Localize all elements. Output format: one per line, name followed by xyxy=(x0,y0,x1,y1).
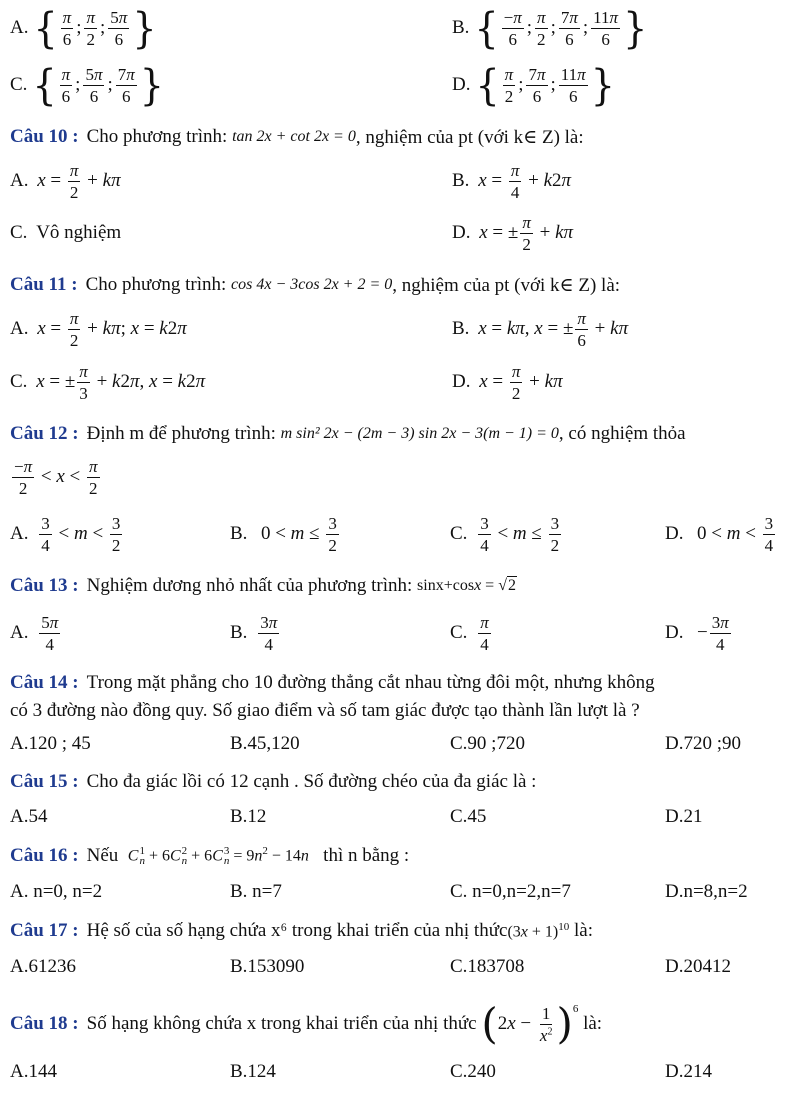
q9-options-row-2 xyxy=(0,60,800,110)
q13-stem: Câu 13 : Nghiệm dương nhỏ nhất của phương trình: sinx+cosx = √2 xyxy=(10,575,516,596)
question-number: Câu 12 : xyxy=(10,423,79,444)
q10-options-row-1 xyxy=(0,158,800,204)
q18-options-row xyxy=(0,1052,800,1092)
q14-option-b[interactable]: B.45,120 xyxy=(230,733,300,754)
q12-options-row xyxy=(0,510,800,558)
q9-option-c[interactable]: C. { $\frac{\pi}{6}$ ; $\frac{5\pi}{6}$ ; $\frac{7\pi}{6}$ } xyxy=(10,60,164,110)
q18-stem: Câu 18 : Số hạng không chứa x trong khai triển của nhị thức ( 2 x − $\frac{1}{x^2}$ ) 6 là: xyxy=(10,999,603,1048)
q16-option-c[interactable]: C. n=0,n=2,n=7 xyxy=(450,881,571,902)
q10-option-c[interactable]: C. Vô nghiệm xyxy=(10,222,122,243)
q17-binomial: $(3x + 1)^{10}$ xyxy=(507,920,570,941)
q15-option-b[interactable]: B.12 xyxy=(230,806,267,827)
question-number: Câu 13 : xyxy=(10,575,79,596)
question-number: Câu 18 : xyxy=(10,1013,79,1034)
question-number: Câu 10 : xyxy=(10,126,79,147)
q14-option-a[interactable]: A.120 ; 45 xyxy=(10,733,91,754)
q17-option-b[interactable]: B.153090 xyxy=(230,956,305,977)
q14-options-row xyxy=(0,724,800,764)
question-number: Câu 17 : xyxy=(10,920,79,941)
q10-options-row-2 xyxy=(0,210,800,256)
q16-option-a[interactable]: A. n=0, n=2 xyxy=(10,881,103,902)
q17-option-d[interactable]: D.20412 xyxy=(665,956,731,977)
q10-stem: Câu 10 : Cho phương trình: tan 2x + cot 2x = 0 , nghiệm của pt (với k∈ Z) là: xyxy=(10,126,584,148)
q11-stem: Câu 11 : Cho phương trình: cos 4x − 3cos 2x + 2 = 0 , nghiệm của pt (với k∈ Z) là: xyxy=(10,274,621,296)
q9-option-b[interactable]: B. { $\frac{-\pi}{6}$ ; $\frac{\pi}{2}$ ; $\frac{7\pi}{6}$ ; $\frac{11\pi}{6}$ } xyxy=(452,3,648,53)
q13-option-d[interactable]: D. − $\frac{3\pi}{4}$ xyxy=(665,612,729,654)
q13-option-a[interactable]: A. $\frac{5\pi}{4}$ xyxy=(10,612,59,654)
q12-equation: m sin² 2x − (2m − 3) sin 2x − 3(m − 1) = 0 xyxy=(280,425,559,442)
q17-options-row xyxy=(0,947,800,987)
q10-option-a[interactable]: A. x = $\frac{\pi}{2}$ + kπ xyxy=(10,160,121,202)
q14-option-c[interactable]: C.90 ;720 xyxy=(450,733,525,754)
q16-option-b[interactable]: B. n=7 xyxy=(230,881,282,902)
q15-options-row xyxy=(0,797,800,837)
question-number: Câu 16 : xyxy=(10,845,79,866)
q11-equation: cos 4x − 3cos 2x + 2 = 0 xyxy=(231,276,393,293)
q12-option-c[interactable]: C. $\frac{3}{4}$ < m ≤ $\frac{3}{2}$ xyxy=(450,513,560,555)
q11-option-b[interactable]: B. x = kπ , x = ± $\frac{\pi}{6}$ + kπ xyxy=(452,308,629,350)
q11-option-c[interactable]: C. x = ± $\frac{\pi}{3}$ + k 2 π , x = k 2 π xyxy=(10,361,206,403)
q11-option-d[interactable]: D. x = $\frac{\pi}{2}$ + kπ xyxy=(452,361,563,403)
q13-equation: sinx+cosx = √2 xyxy=(417,577,516,594)
question-number: Câu 11 : xyxy=(10,274,78,295)
q12-option-b[interactable]: B. 0 < m ≤ $\frac{3}{2}$ xyxy=(230,513,337,555)
q10-option-d[interactable]: D. x = ± $\frac{\pi}{2}$ + kπ xyxy=(452,212,574,254)
q9-options-row-1 xyxy=(0,3,800,53)
q9-option-a[interactable]: A. { $\frac{\pi}{6}$ ; $\frac{\pi}{2}$ ; $\frac{5\pi}{6}$ } xyxy=(10,3,157,53)
q12-condition: $\frac{-\pi}{2}$ < x < $\frac{\pi}{2}$ xyxy=(14,456,98,498)
q15-option-d[interactable]: D.21 xyxy=(665,806,703,827)
q14-stem-line-2: có 3 đường nào đồng quy. Số giao điểm và số tam giác được tạo thành lần lượt là ? xyxy=(10,700,640,721)
q13-option-c[interactable]: C. $\frac{\pi}{4}$ xyxy=(450,612,489,654)
q18-option-a[interactable]: A.144 xyxy=(10,1061,57,1082)
q15-stem: Câu 15 : Cho đa giác lồi có 12 cạnh . Số đường chéo của đa giác là : xyxy=(10,771,537,792)
q11-options-row-1 xyxy=(0,305,800,353)
q18-option-d[interactable]: D.214 xyxy=(665,1061,712,1082)
q14-stem-line-1: Câu 14 : Trong mặt phẳng cho 10 đường thẳng cắt nhau từng đôi một, nhưng không xyxy=(10,672,655,693)
q13-options-row xyxy=(0,608,800,658)
q12-option-d[interactable]: D. 0 < m < $\frac{3}{4}$ xyxy=(665,513,774,555)
q12-option-a[interactable]: A. $\frac{3}{4}$ < m < $\frac{3}{2}$ xyxy=(10,513,121,555)
q13-option-b[interactable]: B. $\frac{3\pi}{4}$ xyxy=(230,612,278,654)
q16-equation: C 1 n + 6C 2 n + 6C 3 n = $9n^2 - 14n$ xyxy=(127,844,309,867)
q10-equation: tan 2x + cot 2x = 0 xyxy=(232,128,356,145)
q18-binomial: ( 2 x − $\frac{1}{x^2}$ ) 6 xyxy=(481,999,579,1048)
q11-options-row-2 xyxy=(0,358,800,406)
q9-option-d[interactable]: D. { $\frac{\pi}{2}$ ; $\frac{7\pi}{6}$ ; $\frac{11\pi}{6}$ } xyxy=(452,60,615,110)
q17-option-c[interactable]: C.183708 xyxy=(450,956,525,977)
q15-option-a[interactable]: A.54 xyxy=(10,806,48,827)
q14-option-d[interactable]: D.720 ;90 xyxy=(665,733,741,754)
q12-stem: Câu 12 : Định m để phương trình: m sin² 2x − (2m − 3) sin 2x − 3(m − 1) = 0 , có nghiệm thỏa xyxy=(10,423,686,444)
question-number: Câu 14 : xyxy=(10,672,79,693)
question-number: Câu 15 : xyxy=(10,771,79,792)
q17-stem: Câu 17 : Hệ số của số hạng chứa x⁶ trong khai triển của nhị thức $(3x + 1)^{10}$ là: xyxy=(10,920,593,941)
q18-option-c[interactable]: C.240 xyxy=(450,1061,496,1082)
q15-option-c[interactable]: C.45 xyxy=(450,806,487,827)
q16-option-d[interactable]: D.n=8,n=2 xyxy=(665,881,748,902)
q11-option-a[interactable]: A. x = $\frac{\pi}{2}$ + kπ ; x = k 2 π xyxy=(10,308,187,350)
q18-option-b[interactable]: B.124 xyxy=(230,1061,276,1082)
q16-stem: Câu 16 : Nếu C 1 n + 6C 2 n + 6C 3 n = $9n^2 - 14n$ thì n bằng : xyxy=(10,844,410,867)
q17-option-a[interactable]: A.61236 xyxy=(10,956,76,977)
q10-option-b[interactable]: B. x = $\frac{\pi}{4}$ + k 2 π xyxy=(452,160,572,202)
q16-options-row xyxy=(0,872,800,912)
